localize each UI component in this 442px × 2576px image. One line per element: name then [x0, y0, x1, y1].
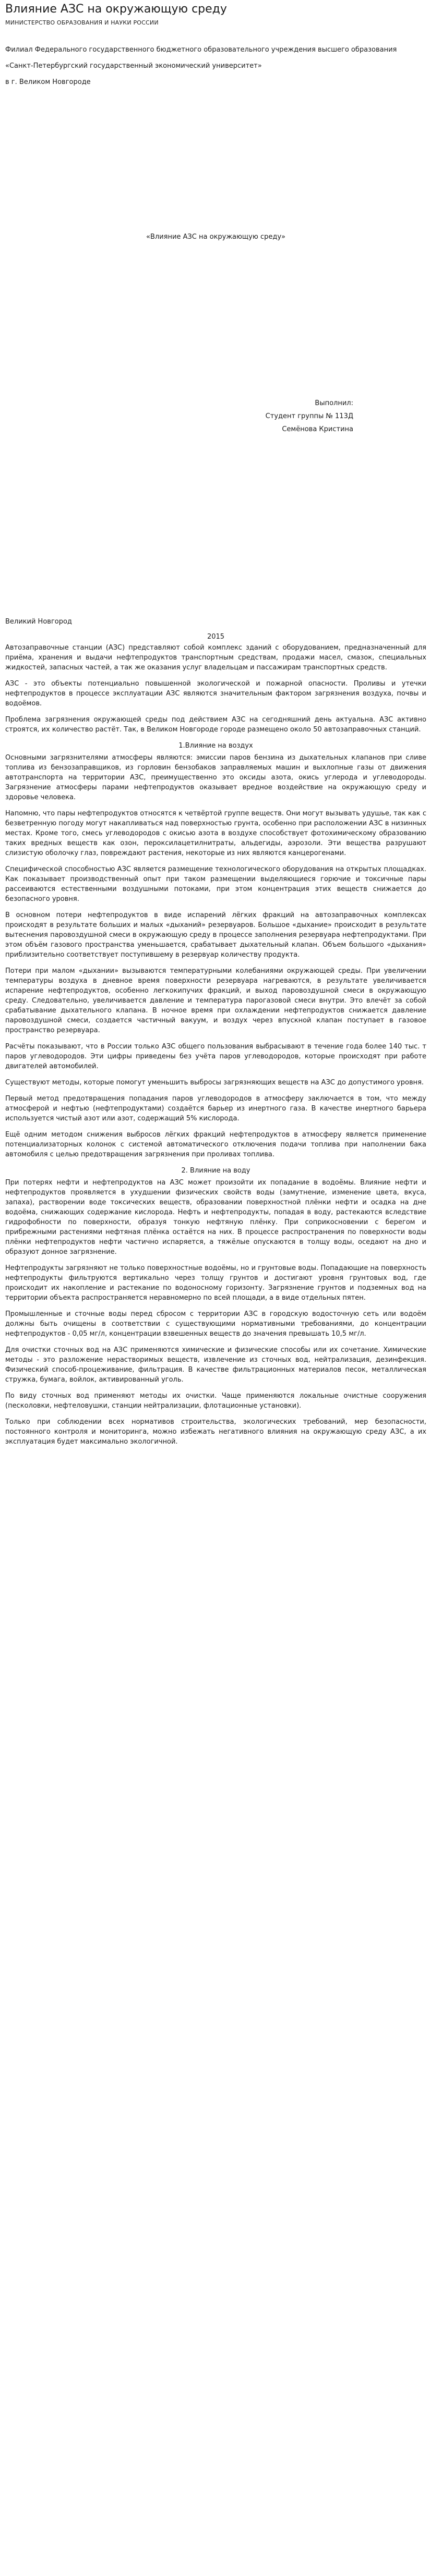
signature-block	[5, 398, 426, 434]
air-paragraph: Специфической способностью АЗС является размещение технологического оборудования на открытых площадках. Как показывает производственный опыт при таком размещении выделяющиеся горючие и токсичные пары рассеиваются естественными воздушными потоками, при этом концентрация этих веществ снижается до безопасного уровня.	[5, 865, 426, 903]
air-paragraph: Первый метод предотвращения попадания паров углеводородов в атмосферу заключается в том, что между атмосферой и нефтью (нефтепродуктами) создаётся барьер из инертного газа. В качестве инертного барьера используется чистый азот или азот, содержащий 5% кислорода.	[5, 1095, 426, 1122]
water-paragraph: При потерях нефти и нефтепродуктов на АЗС может произойти их попадание в водоёмы. Влияние нефти и нефтепродуктов проявляется в ухудшении физических свойств воды (замутнение, изменение цвета, вкуса, запаха), растворении воде токсических веществ, образовании поверхностной плёнки нефти и осадка на дне водоёма, снижающих содержание кислорода. Нефть и нефтепродукты, попадая в воду, растекаются вследствие гидрофобности по поверхности, образуя тонкую нефтяную плёнку. При соприкосновении с берегом и прибрежными растениями нефтяная плёнка остаётся на них. В процессе распространения по поверхности воды плёнки нефтепродуктов нефти частично испаряется, а тяжёлые опускаются в толщу воды, оседают на дно и образуют донное загрязнение.	[5, 1179, 426, 1256]
air-paragraph: В основном потери нефтепродуктов в виде испарений лёгких фракций на автозаправочных комплексах происходят в результате больших и малых «дыханий» резервуаров. Большое «дыхание» происходит в результате вытеснения паровоздушной смеси в окружающую среду в процессе заполнения резервуара нефтепродуктами. При этом объём газового пространства уменьшается, срабатывает дыхательный клапан. Объем большого «дыхания» приблизительно соответствует поступившему в резервуар количеству продукта.	[5, 911, 426, 959]
water-paragraph: По виду сточных вод применяют методы их очистки. Чаще применяются локальные очистные сооружения (песколовки, нефтеловушки, станции нейтрализации, флотационные установки).	[5, 1392, 426, 1410]
document-title: Влияние АЗС на окружающую среду	[5, 3, 227, 16]
signature-name: Семёнова Кристина	[282, 425, 353, 433]
section-heading-air: 1.Влияние на воздух	[178, 742, 253, 750]
signature-student: Студент группы № 113Д	[265, 412, 353, 420]
institution-line-3: в г. Великом Новгороде	[5, 78, 91, 86]
air-paragraph: Существуют методы, которые помогут уменьшить выбросы загрязняющих веществ на АЗС до допустимого уровня.	[5, 1079, 424, 1086]
ministry-line: МИНИСТЕРСТВО ОБРАЗОВАНИЯ И НАУКИ РОССИИ	[5, 19, 159, 26]
air-paragraph: Потери при малом «дыхании» вызываются температурными колебаниями окружающей среды. При увеличении температуры воздуха в дневное время поверхности резервуара нагреваются, в результате увеличивается испарение нефтепродуктов, особенно легкокипучих фракций, и выход паровоздушной смеси в окружающую среду. Следовательно, увеличивается давление и температура парогазовой смеси внутри. Это влечёт за собой срабатывание дыхательного клапана. В ночное время при охлаждении нефтепродуктов снижается давление паровоздушной смеси, создается частичный вакуум, и воздух через впускной клапан поступает в газовое пространство резервуара.	[5, 967, 426, 1034]
intro-paragraph: Автозаправочные станции (АЗС) представляют собой комплекс зданий с оборудованием, предназначенный для приёма, хранения и выдачи нефтепродуктов транспортным средствам, продажи масел, смазок, специальных жидкостей, запасных частей, а так же оказания услуг владельцам и пассажирам транспортных средств.	[5, 644, 426, 672]
air-paragraph: Напомню, что пары нефтепродуктов относятся к четвёртой группе веществ. Они могут вызывать удушье, так как с безветренную погоду могут накапливаться над поверхностью грунта, особенно при расположении АЗС в низинных местах. Кроме того, смесь углеводородов с окисью азота в воздухе способствует фотохимическому образованию таких вредных веществ как озон, пероксилацетилнитраты, альдегиды, аэрозоли. Эти вещества разрушают слизистую оболочку глаз, повреждают растения, некоторые из них являются канцерогенами.	[5, 810, 426, 857]
air-paragraph: Расчёты показывают, что в России только АЗС общего пользования выбрасывают в течение года более 140 тыс. т паров углеводородов. Эти цифры приведены без учёта паров углеводородов, которые происходят при работе двигателей автомобилей.	[5, 1043, 426, 1070]
report-body	[5, 643, 426, 1447]
air-paragraph: Ещё одним методом снижения выбросов лёгких фракций нефтепродуктов в атмосферу является применение потенциализаторных колонок с системой автоматического отключения подачи топлива при наполнении бака автомобиля с целью предотвращения загрязнения при проливах топлива.	[5, 1131, 426, 1158]
water-paragraph: Нефтепродукты загрязняют не только поверхностные водоёмы, но и грунтовые воды. Попадающие на поверхность нефтепродукты фильтруются вертикально через толщу грунтов и достигают уровня грунтовых вод, где происходит их накопление и растекание по водоносному горизонту. Загрязнение грунтов и подземных вод на территории объекта распространяется неравномерно по всей площади, а в виде отдельных пятен.	[5, 1264, 426, 1302]
water-paragraph: Только при соблюдении всех нормативов строительства, экологических требований, мер безопасности, постоянного контроля и мониторинга, можно избежать негативного влияния на окружающую среду АЗС, а их эксплуатация будет максимально экологичной.	[5, 1418, 426, 1446]
year-line: 2015	[207, 633, 225, 641]
city-line: Великий Новгород	[5, 618, 72, 626]
institution-line-2: «Санкт-Петербургский государственный экономический университет»	[5, 62, 262, 70]
air-paragraph: Основными загрязнителями атмосферы являются: эмиссии паров бензина из дыхательных клапанов при сливе топлива из бензозаправщиков, из горловин бензобаков заправляемых машин и выхлопные газы от движения автотранспорта на территории АЗС, преимущественно это оксиды азота, окись углерода и углеводороды. Загрязнение атмосферы парами нефтепродуктов оказывает вредное воздействие на окружающую среду и здоровье человека.	[5, 754, 426, 801]
report-title: «Влияние АЗС на окружающую среду»	[146, 233, 285, 241]
signature-done-by: Выполнил:	[315, 399, 353, 407]
intro-paragraph: АЗС - это объекты потенциально повышенной экологической и пожарной опасности. Проливы и утечки нефтепродуктов в процессе эксплуатации АЗС являются значительным фактором загрязнения воздуха, почвы и водоёмов.	[5, 680, 426, 707]
water-paragraph: Для очистки сточных вод на АЗС применяются химические и физические способы или их сочетание. Химические методы - это разложение нерастворимых веществ, извлечение из сточных вод, нейтрализация, дезинфекция. Физический способ-процеживание, фильтрация. В качестве фильтрационных материалов песок, металлическая стружка, бумага, войлок, активированный уголь.	[5, 1346, 426, 1384]
institution-block	[5, 45, 426, 87]
intro-paragraph: Проблема загрязнения окружающей среды под действием АЗС на сегодняшний день актуальна. АЗС активно строятся, их количество растёт. Так, в Великом Новгороде городе размещено около 50 автозаправочных станций.	[5, 716, 426, 734]
document-page	[0, 2, 432, 1447]
institution-line-1: Филиал Федерального государственного бюджетного образовательного учреждения высшего образования	[5, 46, 397, 54]
section-heading-water: 2. Влияние на воду	[181, 1167, 250, 1175]
water-paragraph: Промышленные и сточные воды перед сбросом с территории АЗС в городскую водосточную сеть или водоём должны быть очищены в соответствии с существующими нормативными требованиями, до концентрации нефтепродуктов - 0,05 мг/л, концентрации взвешенных веществ до значения превышать 10,5 мг/л.	[5, 1310, 426, 1338]
